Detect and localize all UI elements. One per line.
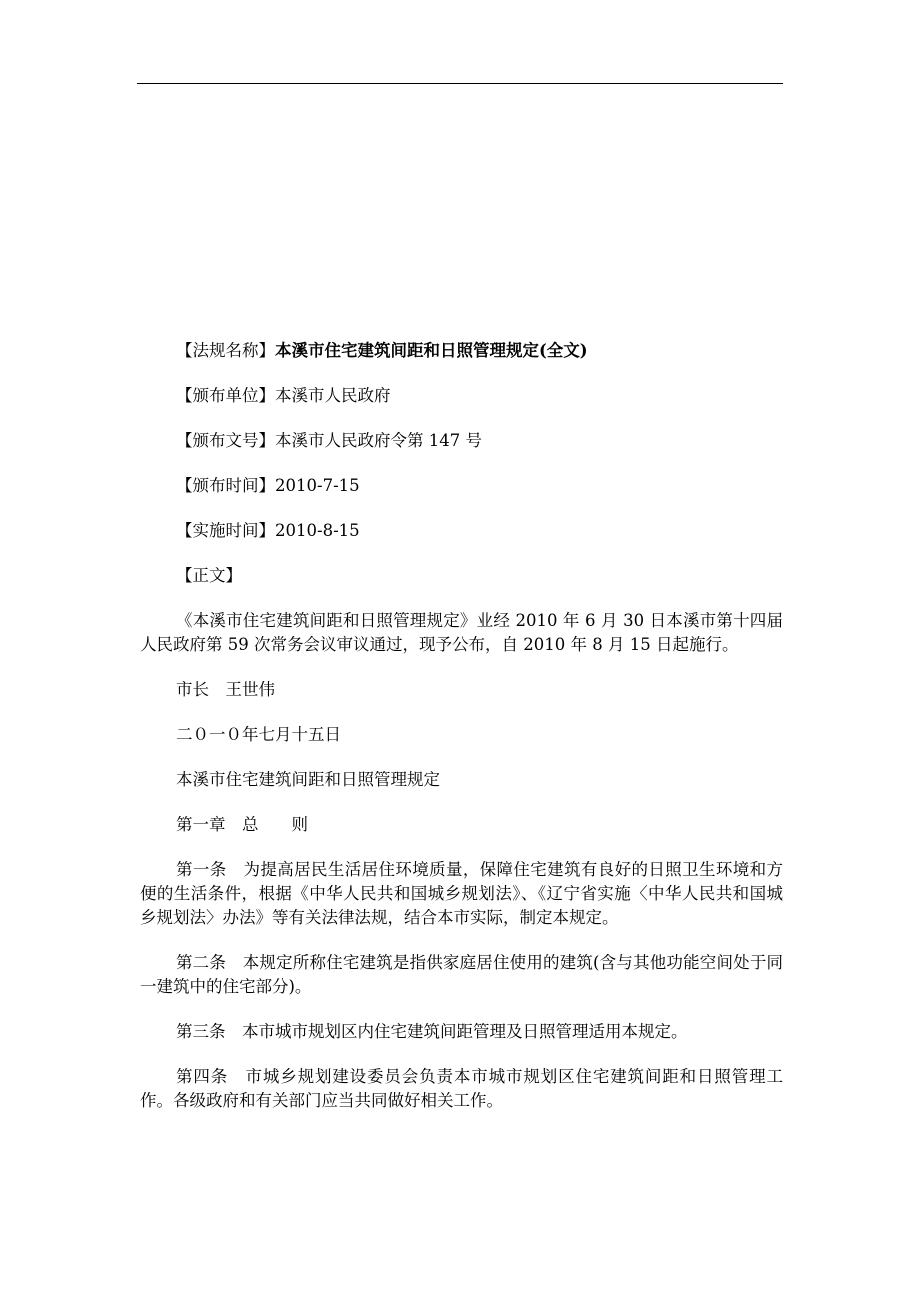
document-body	[140, 339, 783, 1113]
chapter-heading: 第一章 总 则	[176, 815, 308, 834]
meta-issue-date-value: 2010-7-15	[275, 476, 360, 495]
article-4: 第四条 市城乡规划建设委员会负责本市城市规划区住宅建筑间距和日照管理工作。各级政府和有关部门应当共同做好相关工作。	[140, 1067, 783, 1110]
meta-effective-date-label: 【实施时间】	[176, 521, 275, 540]
regulation-title: 本溪市住宅建筑间距和日照管理规定	[176, 770, 440, 789]
meta-body-heading-label: 【正文】	[176, 566, 242, 585]
article-2: 第二条 本规定所称住宅建筑是指供家庭居住使用的建筑(含与其他功能空间处于同一建筑中的住宅部分)。	[140, 953, 783, 996]
meta-regulation-name-label: 【法规名称】	[176, 341, 275, 360]
article-1: 第一条 为提高居民生活居住环境质量，保障住宅建筑有良好的日照卫生环境和方便的生活条件，根据《中华人民共和国城乡规划法》、《辽宁省实施〈中华人民共和国城乡规划法〉办法》等有关法律法规，结合本市实际，制定本规定。	[140, 860, 783, 927]
meta-doc-number-value: 本溪市人民政府令第 147 号	[275, 431, 482, 450]
meta-effective-date	[140, 519, 783, 543]
meta-regulation-name	[140, 339, 783, 363]
signature-line: 市长 王世伟	[176, 680, 275, 699]
meta-doc-number-label: 【颁布文号】	[176, 431, 275, 450]
meta-regulation-name-value: 本溪市住宅建筑间距和日照管理规定(全文)	[275, 341, 588, 360]
meta-issuer-value: 本溪市人民政府	[275, 386, 391, 405]
article-3: 第三条 本市城市规划区内住宅建筑间距管理及日照管理适用本规定。	[176, 1022, 688, 1041]
meta-doc-number	[140, 429, 783, 453]
announcement-paragraph: 《本溪市住宅建筑间距和日照管理规定》业经 2010 年 6 月 30 日本溪市第十四届人民政府第 59 次常务会议审议通过，现予公布，自 2010 年 8 月 15 日起施行。	[140, 611, 783, 654]
meta-issuer	[140, 384, 783, 408]
meta-issuer-label: 【颁布单位】	[176, 386, 275, 405]
meta-issue-date-label: 【颁布时间】	[176, 476, 275, 495]
meta-effective-date-value: 2010-8-15	[275, 521, 360, 540]
date-line: 二０一０年七月十五日	[176, 725, 341, 744]
header-rule	[137, 83, 783, 84]
meta-issue-date	[140, 474, 783, 498]
meta-body-heading	[140, 564, 783, 588]
